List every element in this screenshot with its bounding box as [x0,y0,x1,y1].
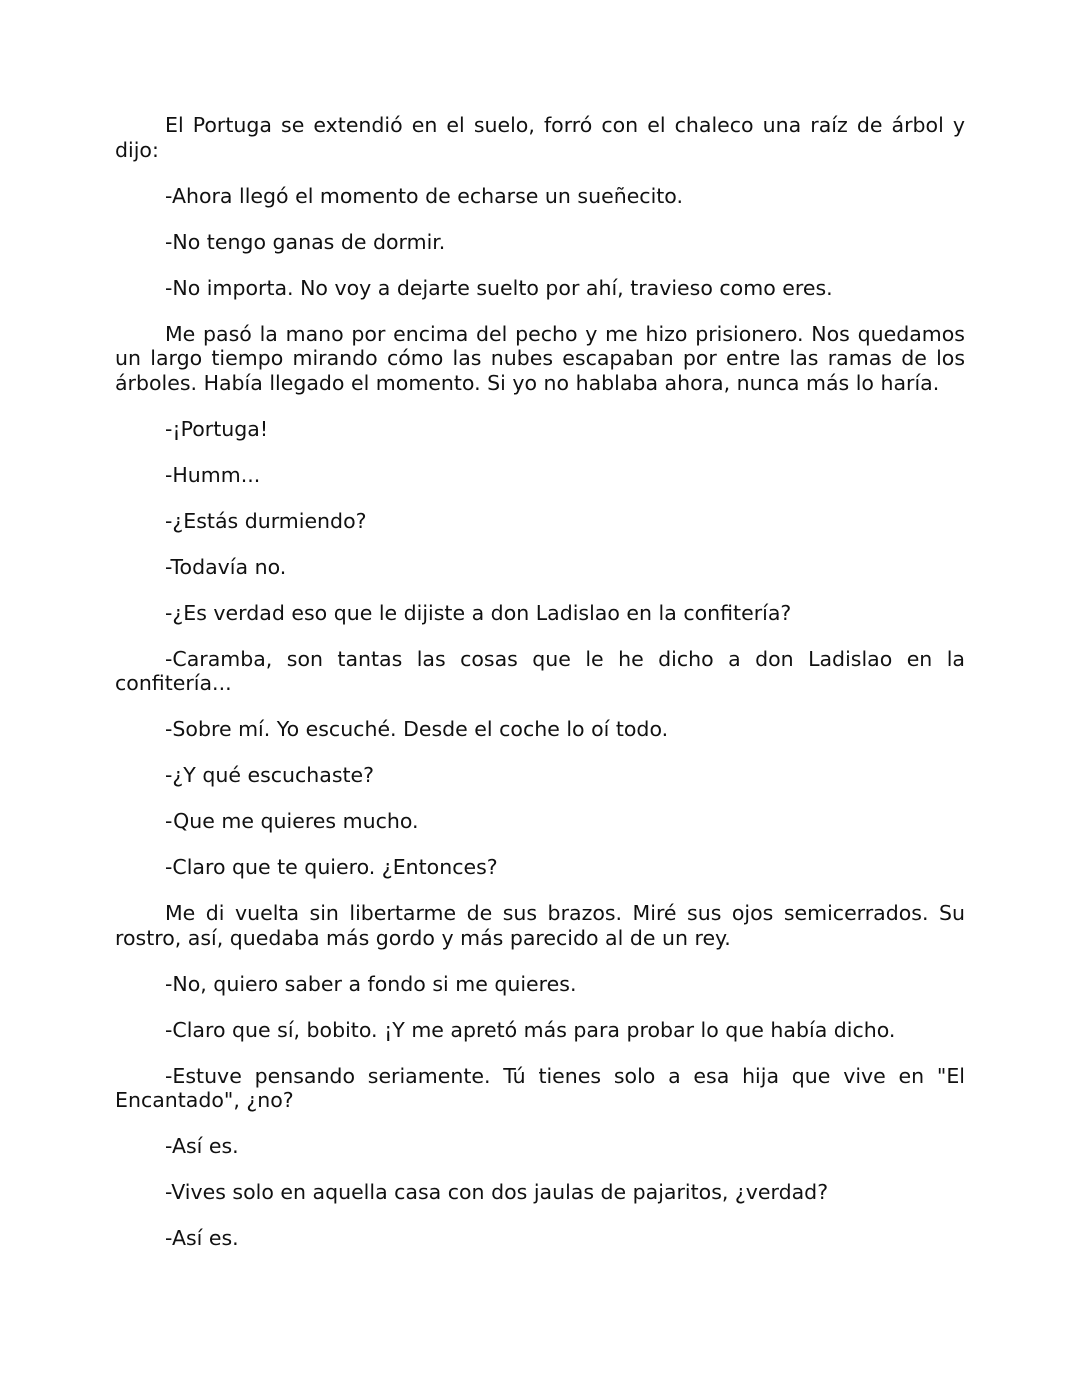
paragraph-dialogue: -¡Portuga! [165,416,269,441]
paragraph-dialogue: -No tengo ganas de dormir. [165,229,446,254]
paragraph-dialogue: -¿Y qué escuchaste? [165,763,375,787]
paragraph-dialogue: -Así es. [165,1134,239,1158]
paragraph-dialogue: -Claro que sí, bobito. ¡Y me apretó más para probar lo que había dicho. [165,1017,896,1042]
paragraph-dialogue: -No importa. No voy a dejarte suelto por ahí, travieso como eres. [165,275,833,300]
paragraph-dialogue: -Que me quieres mucho. [165,809,419,833]
paragraph-dialogue: -¿Es verdad eso que le dijiste a don Ladislao en la confitería? [165,600,792,625]
paragraph-dialogue: -Ahora llegó el momento de echarse un sueñecito. [165,183,684,208]
paragraph-dialogue: -Humm... [165,462,261,487]
paragraph-dialogue: -Todavía no. [165,554,287,579]
paragraph-dialogue: -Caramba, son tantas las cosas que le he dicho a don Ladislao en la confitería... [115,646,965,695]
document-page [115,113,965,1272]
paragraph-narration: Me pasó la mano por encima del pecho y me hizo prisionero. Nos quedamos un largo tiempo mirando cómo las nubes escapaban por entre las ramas de los árboles. Había llegado el momento. Si yo no hablaba ahora, nunca más lo haría. [115,321,965,395]
paragraph-dialogue: -Estuve pensando seriamente. Tú tienes solo a esa hija que vive en "El Encantado", ¿no? [115,1063,965,1112]
paragraph-dialogue: -Así es. [165,1226,239,1250]
paragraph-dialogue: -No, quiero saber a fondo si me quieres. [165,971,577,996]
paragraph-dialogue: -¿Estás durmiendo? [165,508,367,533]
paragraph-narration: Me di vuelta sin libertarme de sus brazos. Miré sus ojos semicerrados. Su rostro, así, quedaba más gordo y más parecido al de un rey. [115,901,965,950]
paragraph-dialogue: -Sobre mí. Yo escuché. Desde el coche lo oí todo. [165,717,669,741]
paragraph-dialogue: -Vives solo en aquella casa con dos jaulas de pajaritos, ¿verdad? [165,1180,829,1204]
paragraph-narration: El Portuga se extendió en el suelo, forró con el chaleco una raíz de árbol y dijo: [115,113,965,162]
paragraph-dialogue: -Claro que te quiero. ¿Entonces? [165,855,498,879]
